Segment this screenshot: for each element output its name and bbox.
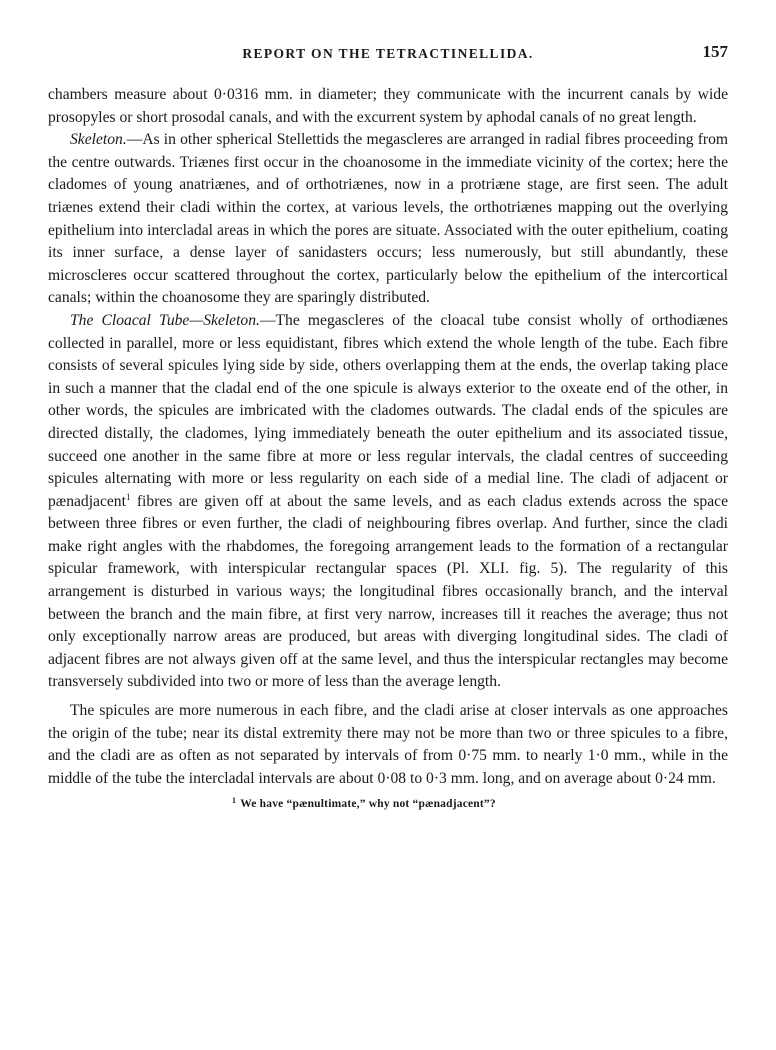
paragraph-lead-skeleton: Skeleton. <box>70 131 127 149</box>
page-number: 157 <box>702 42 728 61</box>
paragraph-skeleton <box>48 129 728 310</box>
paragraph-text: The spicules are more numerous in each fibre, and the cladi arise at closer intervals as one approaches the origin of the tube; near its distal extremity there may not be more than two or three spicules to a fibre, and the cladi are as often as not separated by intervals of from 0·75 mm. to nearly 1·0 mm., while in the middle of the tube the intercladal intervals are about 0·08 to 0·3 mm. long, and on average about 0·24 mm. <box>48 702 728 787</box>
footnote-reference: 1 <box>125 491 131 502</box>
paragraph-cloacal-tube <box>48 310 728 694</box>
running-title: REPORT ON THE TETRACTINELLIDA. <box>242 46 534 61</box>
body-text <box>48 84 728 790</box>
paragraph-text: —As in other spherical Stellettids the megascleres are arranged in radial fibres proceeding from the centre outwards. Triænes first occur in the choanosome in the immediate vicinity of the cortex; here the cladomes of young anatriænes, and of orthotriænes, now in a protriæne stage, are first seen. The adult triænes extend their cladi within the cortex, at various levels, the orthotriænes mapping out the overlying epithelium into intercladal areas in which the pores are situate. Associated with the outer epithelium, coating its inner surface, a dense layer of sanidasters occurs; less numerously, but still abundantly, these microscleres occur scattered throughout the cortex, particularly below the epithelium of the intercortical canals; within the choanosome they are sparingly distributed. <box>48 131 728 307</box>
paragraph-text: —The megascleres of the cloacal tube consist wholly of orthodiænes collected in parallel, more or less equidistant, fibres which extend the whole length of the tube. Each fibre consists of several spicules lying side by side, others overlapping them at the ends, the overlap taking place in such a manner that the cladal end of the one spicule is always exterior to the oxeate end of the other, in other words, the spicules are imbricated with the cladomes outwards. The cladal ends of the spicules are directed distally, the cladomes, lying immediately beneath the outer epithelium and its associated tissue, succeed one another in the same fibre at more or less regular intervals, the cladal centres of succeeding spicules alternating with more or less regularity on each side of a medial line. The cladi of adjacent or pænadjacent <box>48 311 728 510</box>
paragraph-spicules <box>48 700 728 790</box>
paragraph-text-continued: fibres are given off at about the same levels, and as each cladus extends across the space between three fibres or even further, the cladi of neighbouring fibres overlap. And further, since the cladi make right angles with the rhabdomes, the foregoing arrangement leads to the formation of a rectangular spicular framework, with interspicular rectangular spaces (Pl. XLI. fig. 5). The regularity of this arrangement is disturbed in various ways; the longitudinal fibres occasionally branch, and the interval between the branch and the main fibre, at first very narrow, increases till it reaches the average; thus not only exceptionally narrow areas are produced, but areas with diverging longitudinal sides. The cladi of adjacent fibres are not always given off at the same level, and thus the interspicular rectangles may become transversely subdivided into two or more of less than the average length. <box>48 492 728 691</box>
footnote-text: We have “pænultimate,” why not “pænadjacent”? <box>240 798 496 811</box>
page <box>48 42 728 812</box>
footnote-mark: 1 <box>232 795 237 805</box>
paragraph-chambers <box>48 84 728 129</box>
paragraph-text: chambers measure about 0·0316 mm. in diameter; they communicate with the incurrent canals by wide prosopyles or short prosodal canals, and with the excurrent system by aphodal canals of no great length. <box>48 86 728 126</box>
paragraph-lead-cloacal-tube: The Cloacal Tube—Skeleton. <box>70 311 260 329</box>
footnote <box>48 796 728 812</box>
running-header <box>48 42 728 68</box>
